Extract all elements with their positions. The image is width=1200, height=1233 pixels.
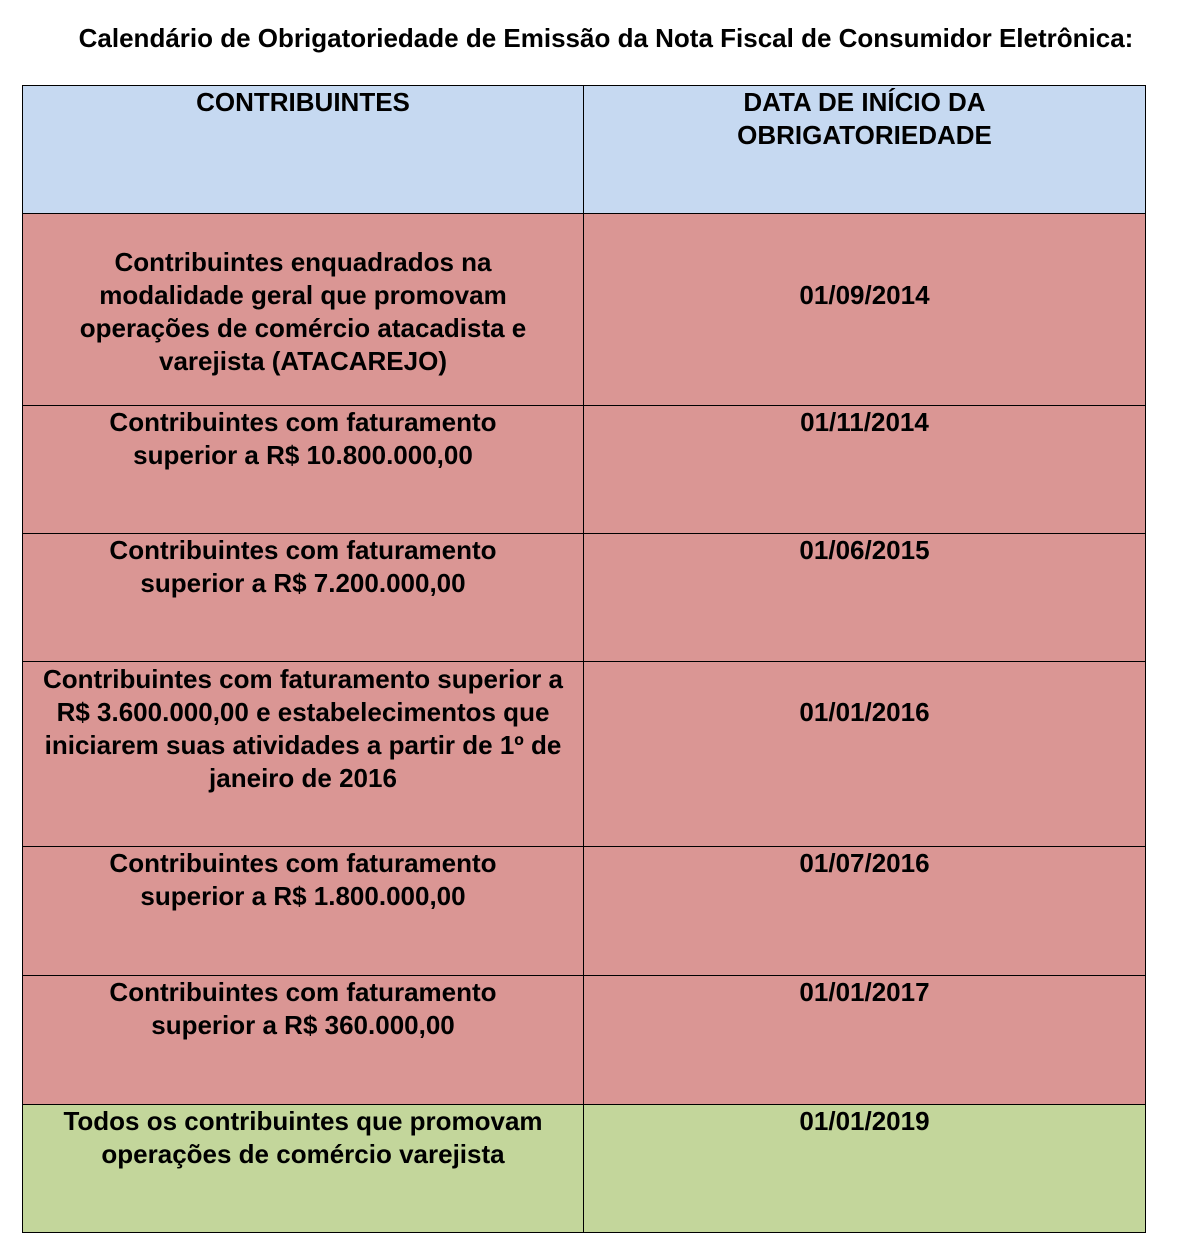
contribuintes-text: Contribuintes com faturamento superior a R$ 360.000,00 — [109, 977, 497, 1040]
contribuintes-cell — [23, 976, 584, 1105]
column-header-data-inicio-text: DATA DE INÍCIO DA OBRIGATORIEDADE — [737, 87, 992, 150]
contribuintes-cell — [23, 662, 584, 847]
date-cell: 01/06/2015 — [584, 534, 1146, 662]
table-row — [23, 534, 1146, 662]
table-row — [23, 976, 1146, 1105]
contribuintes-cell — [23, 534, 584, 662]
date-cell: 01/01/2016 — [584, 662, 1146, 847]
date-cell: 01/01/2017 — [584, 976, 1146, 1105]
table-row — [23, 214, 1146, 406]
contribuintes-text: Contribuintes com faturamento superior a R$ 10.800.000,00 — [109, 407, 497, 470]
page-title: Calendário de Obrigatoriedade de Emissão da Nota Fiscal de Consumidor Eletrônica: — [78, 23, 1134, 53]
date-cell: 01/07/2016 — [584, 847, 1146, 976]
date-cell: 01/09/2014 — [584, 214, 1146, 406]
contribuintes-cell — [23, 847, 584, 976]
table-row — [23, 847, 1146, 976]
contribuintes-text: Contribuintes com faturamento superior a R$ 7.200.000,00 — [109, 535, 497, 598]
table-header-row — [23, 86, 1146, 214]
contribuintes-text: Contribuintes enquadrados na modalidade geral que promovam operações de comércio atacadista e varejista (ATACAREJO) — [79, 247, 527, 376]
date-cell: 01/01/2019 — [584, 1105, 1146, 1233]
obligation-calendar-table — [22, 85, 1146, 1233]
table-row — [23, 662, 1146, 847]
contribuintes-cell — [23, 214, 584, 406]
date-cell: 01/11/2014 — [584, 406, 1146, 534]
contribuintes-cell — [23, 1105, 584, 1233]
column-header-data-inicio — [584, 86, 1146, 214]
contribuintes-text: Todos os contribuintes que promovam operações de comércio varejista — [63, 1106, 543, 1169]
contribuintes-text: Contribuintes com faturamento superior a R$ 3.600.000,00 e estabelecimentos que iniciarem suas atividades a partir de 1º de janeiro de 2016 — [42, 664, 564, 793]
table-row — [23, 406, 1146, 534]
contribuintes-cell — [23, 406, 584, 534]
table-row — [23, 1105, 1146, 1233]
contribuintes-text: Contribuintes com faturamento superior a R$ 1.800.000,00 — [109, 848, 497, 911]
column-header-contribuintes: CONTRIBUINTES — [23, 86, 584, 214]
